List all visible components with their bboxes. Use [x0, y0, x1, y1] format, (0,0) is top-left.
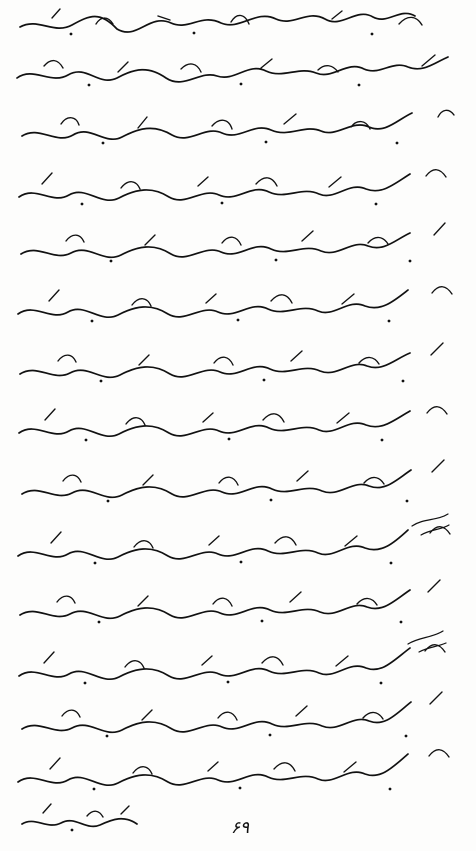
manuscript-line-15 [22, 804, 137, 831]
manuscript-line-10 [18, 514, 450, 564]
manuscript-line-5 [21, 223, 445, 262]
manuscript-line-9 [22, 460, 444, 502]
manuscript-line-4 [19, 170, 446, 206]
page-number: ۶۹ [230, 818, 250, 838]
manuscript-line-13 [22, 692, 442, 737]
manuscript-line-6 [18, 287, 452, 323]
manuscript-line-7 [20, 343, 443, 382]
manuscript-line-14 [18, 750, 449, 791]
manuscript-line-2 [17, 55, 448, 86]
manuscript-line-11 [20, 580, 440, 623]
manuscript-line-12 [19, 631, 446, 684]
manuscript-line-3 [22, 110, 454, 144]
manuscript-line-8 [19, 407, 447, 442]
manuscript-line-1 [20, 9, 422, 35]
